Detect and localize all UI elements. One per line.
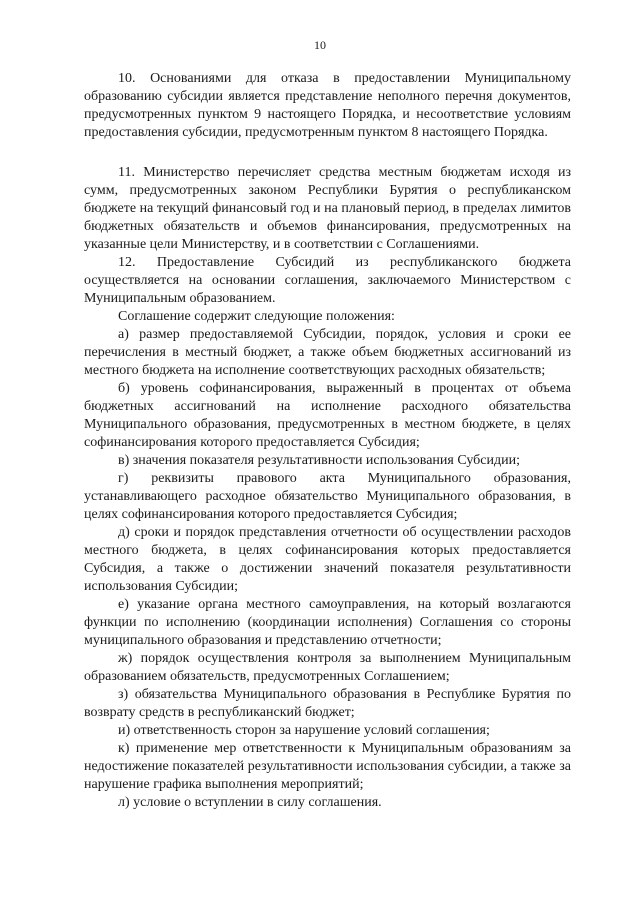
list-item-a: а) размер предоставляемой Субсидии, порядок, условия и сроки ее перечисления в местный бюджет, а также объем бюджетных ассигнований из местного бюджета на исполнение соответствующих расходных обязательств; bbox=[84, 327, 571, 378]
paragraph-item-10: 10. Основаниями для отказа в предоставлении Муниципальному образованию субсидии является представление неполного перечня документов, предусмотренных пунктом 9 настоящего Порядка, и несоответствие условиям предоставления субсидии, предусмотренным пунктом 8 настоящего Порядка. bbox=[84, 71, 571, 140]
paragraph-item-12: 12. Предоставление Субсидий из республиканского бюджета осуществляется на основании соглашения, заключаемого Министерством с Муниципальным образованием. bbox=[84, 255, 571, 306]
document-body bbox=[84, 70, 571, 812]
page-number: 10 bbox=[314, 38, 326, 52]
list-item-zh: ж) порядок осуществления контроля за выполнением Муниципальным образованием обязательств, предусмотренных Соглашением; bbox=[84, 651, 571, 684]
list-item-b: б) уровень софинансирования, выраженный в процентах от объема бюджетных ассигнований на исполнение расходного обязательства Муниципального образования, предусмотренных в местном бюджете, в целях софинансирования которого предоставляется Субсидия; bbox=[84, 381, 571, 450]
agreement-intro: Соглашение содержит следующие положения: bbox=[118, 309, 395, 324]
list-item-d: д) сроки и порядок представления отчетности об осуществлении расходов местного бюджета, в целях софинансирования которых предоставляется Субсидия, а также о достижении значений показателя результативности использования Субсидии; bbox=[84, 525, 571, 594]
list-item-l: л) условие о вступлении в силу соглашения. bbox=[118, 795, 382, 810]
list-item-z: з) обязательства Муниципального образования в Республике Бурятия по возврату средств в республиканский бюджет; bbox=[84, 687, 571, 720]
list-item-i: и) ответственность сторон за нарушение условий соглашения; bbox=[118, 723, 490, 738]
list-item-v: в) значения показателя результативности использования Субсидии; bbox=[118, 453, 520, 468]
list-item-g: г) реквизиты правового акта Муниципального образования, устанавливающего расходное обязательство Муниципального образования, в целях софинансирования которого предоставляется Субсидия; bbox=[84, 471, 571, 522]
list-item-k: к) применение мер ответственности к Муниципальным образованиям за недостижение показателей результативности использования субсидии, а также за нарушение графика выполнения мероприятий; bbox=[84, 741, 571, 792]
list-item-e: е) указание органа местного самоуправления, на который возлагаются функции по исполнению (координации исполнения) Соглашения со стороны муниципального образования и представлению отчетности; bbox=[84, 597, 571, 648]
paragraph-spacer bbox=[84, 142, 571, 164]
paragraph-item-11: 11. Министерство перечисляет средства местным бюджетам исходя из сумм, предусмотренных законом Республики Бурятия о республиканском бюджете на текущий финансовый год и на плановый период, в пределах лимитов бюджетных обязательств и объемов финансирования, предусмотренных на указанные цели Министерству, и в соответствии с Соглашениями. bbox=[84, 165, 571, 252]
